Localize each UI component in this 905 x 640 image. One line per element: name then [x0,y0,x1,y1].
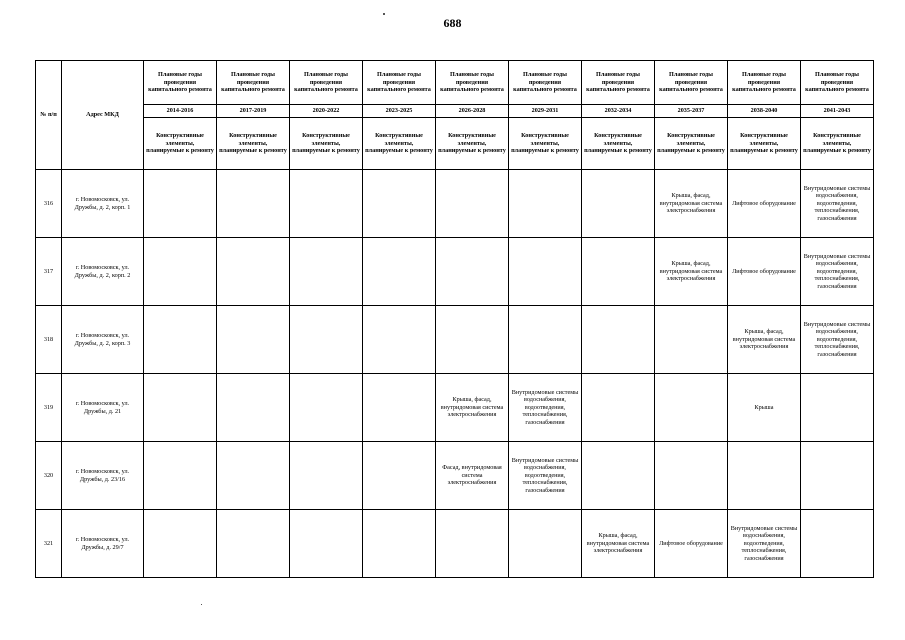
repair-elements-cell [801,442,874,510]
header-num: № п/п [36,61,62,170]
repair-elements-cell [144,510,217,578]
repair-elements-cell: Фасад, внутридомовая система электроснабжения [436,442,509,510]
repair-elements-cell [144,442,217,510]
header-period: Плановые годы проведения капитального ремонта [436,61,509,105]
header-year: 2026-2028 [436,105,509,118]
repair-elements-cell [290,374,363,442]
repair-elements-cell [217,374,290,442]
row-number: 320 [36,442,62,510]
header-row-periods [36,61,874,105]
header-elements: Конструктивные элементы, планируемые к ремонту [582,118,655,170]
header-period: Плановые годы проведения капитального ремонта [728,61,801,105]
repair-elements-cell [217,306,290,374]
repair-elements-cell [363,510,436,578]
repair-elements-cell [582,306,655,374]
header-address: Адрес МКД [62,61,144,170]
table-row [36,374,874,442]
repair-elements-cell [290,238,363,306]
repair-elements-cell: Лифтовое оборудование [728,238,801,306]
repair-elements-cell [144,374,217,442]
header-elements: Конструктивные элементы, планируемые к ремонту [728,118,801,170]
repair-elements-cell [363,238,436,306]
row-address: г. Новомосковск, ул. Дружбы, д. 23/16 [62,442,144,510]
repair-elements-cell [290,442,363,510]
repair-elements-cell [582,374,655,442]
header-elements: Конструктивные элементы, планируемые к ремонту [509,118,582,170]
repair-elements-cell: Внутридомовые системы водоснабжения, водоотведения, теплоснабжения, газоснабжения [801,238,874,306]
repair-elements-cell [290,170,363,238]
row-address: г. Новомосковск, ул. Дружбы, д. 21 [62,374,144,442]
header-year: 2032-2034 [582,105,655,118]
repair-elements-cell [363,306,436,374]
row-number: 316 [36,170,62,238]
header-period: Плановые годы проведения капитального ремонта [582,61,655,105]
repair-elements-cell [582,238,655,306]
header-year: 2029-2031 [509,105,582,118]
repair-elements-cell: Внутридомовые системы водоснабжения, водоотведения, теплоснабжения, газоснабжения [801,170,874,238]
table-row [36,442,874,510]
header-year: 2038-2040 [728,105,801,118]
repair-elements-cell: Крыша [728,374,801,442]
repair-elements-cell [509,306,582,374]
table-row [36,510,874,578]
row-number: 317 [36,238,62,306]
repair-elements-cell [436,238,509,306]
header-year: 2020-2022 [290,105,363,118]
repair-elements-cell: Лифтовое оборудование [728,170,801,238]
repair-elements-cell: Крыша, фасад, внутридомовая система электроснабжения [728,306,801,374]
header-year: 2035-2037 [655,105,728,118]
repair-elements-cell: Внутридомовые системы водоснабжения, водоотведения, теплоснабжения, газоснабжения [801,306,874,374]
header-row-elements [36,118,874,170]
repair-elements-cell [509,238,582,306]
repair-elements-cell [363,374,436,442]
repair-elements-cell [217,170,290,238]
header-year: 2014-2016 [144,105,217,118]
row-address: г. Новомосковск, ул. Дружбы, д. 2, корп. 2 [62,238,144,306]
table-row [36,306,874,374]
header-period: Плановые годы проведения капитального ремонта [655,61,728,105]
row-address: г. Новомосковск, ул. Дружбы, д. 2, корп. 1 [62,170,144,238]
repair-elements-cell: Внутридомовые системы водоснабжения, водоотведения, теплоснабжения, газоснабжения [728,510,801,578]
page-number: 688 [443,16,462,30]
repair-elements-cell [290,306,363,374]
header-elements: Конструктивные элементы, планируемые к ремонту [144,118,217,170]
repair-elements-cell [655,374,728,442]
header-period: Плановые годы проведения капитального ремонта [509,61,582,105]
repair-elements-cell: Крыша, фасад, внутридомовая система электроснабжения [655,238,728,306]
table-row [36,238,874,306]
header-year: 2017-2019 [217,105,290,118]
repair-elements-cell: Лифтовое оборудование [655,510,728,578]
repair-elements-cell [801,374,874,442]
scan-speck [201,604,202,605]
repair-elements-cell [436,170,509,238]
repair-elements-cell [290,510,363,578]
repair-elements-cell [509,510,582,578]
row-address: г. Новомосковск, ул. Дружбы, д. 29/7 [62,510,144,578]
row-number: 321 [36,510,62,578]
repair-elements-cell [582,442,655,510]
repair-elements-cell: Внутридомовые системы водоснабжения, водоотведения, теплоснабжения, газоснабжения [509,442,582,510]
header-period: Плановые годы проведения капитального ремонта [801,61,874,105]
repair-elements-cell [144,306,217,374]
row-number: 319 [36,374,62,442]
header-elements: Конструктивные элементы, планируемые к ремонту [436,118,509,170]
header-elements: Конструктивные элементы, планируемые к ремонту [655,118,728,170]
scan-speck [383,13,385,15]
repair-elements-cell [217,510,290,578]
repair-elements-cell [655,306,728,374]
header-period: Плановые годы проведения капитального ремонта [144,61,217,105]
repair-elements-cell [363,442,436,510]
repair-elements-cell [217,238,290,306]
repair-elements-cell [363,170,436,238]
repair-schedule-table [35,60,874,578]
header-elements: Конструктивные элементы, планируемые к ремонту [801,118,874,170]
repair-elements-cell [144,170,217,238]
repair-elements-cell [436,306,509,374]
header-period: Плановые годы проведения капитального ремонта [290,61,363,105]
repair-elements-cell [728,442,801,510]
repair-elements-cell [436,510,509,578]
header-period: Плановые годы проведения капитального ремонта [363,61,436,105]
header-year: 2041-2043 [801,105,874,118]
header-year: 2023-2025 [363,105,436,118]
repair-elements-cell: Внутридомовые системы водоснабжения, водоотведения, теплоснабжения, газоснабжения [509,374,582,442]
repair-elements-cell [144,238,217,306]
row-number: 318 [36,306,62,374]
header-period: Плановые годы проведения капитального ремонта [217,61,290,105]
header-elements: Конструктивные элементы, планируемые к ремонту [363,118,436,170]
repair-elements-cell [801,510,874,578]
repair-elements-cell [655,442,728,510]
header-row-years [36,105,874,118]
repair-elements-cell: Крыша, фасад, внутридомовая система электроснабжения [436,374,509,442]
repair-elements-cell: Крыша, фасад, внутридомовая система электроснабжения [655,170,728,238]
repair-elements-cell [217,442,290,510]
row-address: г. Новомосковск, ул. Дружбы, д. 2, корп. 3 [62,306,144,374]
header-elements: Конструктивные элементы, планируемые к ремонту [290,118,363,170]
table-row [36,170,874,238]
repair-elements-cell [582,170,655,238]
repair-elements-cell: Крыша, фасад, внутридомовая система электроснабжения [582,510,655,578]
header-elements: Конструктивные элементы, планируемые к ремонту [217,118,290,170]
repair-elements-cell [509,170,582,238]
